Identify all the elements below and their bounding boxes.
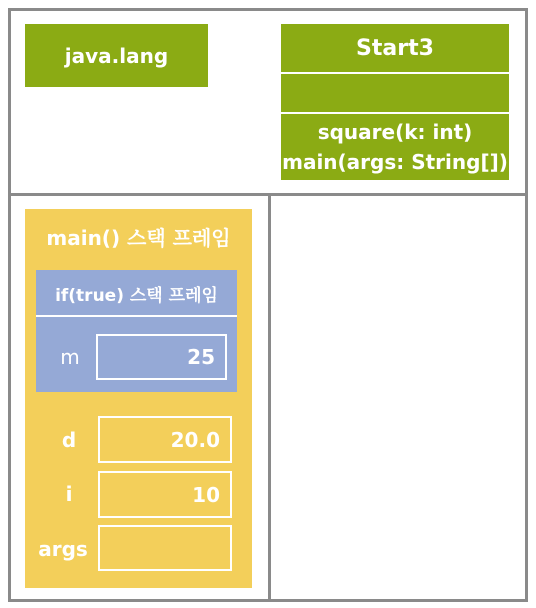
if-frame-divider: [36, 315, 237, 317]
var-m-name: m: [60, 345, 80, 369]
if-frame-title: [36, 272, 237, 314]
var-d-label: [38, 418, 100, 462]
class-name: Start3: [356, 35, 434, 61]
method-square: square(k: int): [317, 120, 473, 144]
var-i-name: i: [65, 482, 73, 506]
heap-area-panel: [268, 193, 528, 602]
var-m-label: [48, 336, 92, 378]
main-frame-title: [25, 214, 252, 258]
method-main: main(args: String[]): [282, 150, 508, 174]
var-args-value-box: [98, 525, 232, 571]
var-m-value: 25: [187, 345, 215, 369]
package-label: java.lang: [64, 43, 169, 68]
package-java-lang-box: [25, 24, 208, 87]
if-frame-title-text: if(true) 스택 프레임: [55, 285, 218, 306]
var-i-value-box: [98, 471, 232, 518]
class-fields-cell: [281, 74, 509, 112]
var-i-value: 10: [192, 482, 220, 507]
class-methods-cell: [281, 114, 509, 180]
var-args-name: args: [38, 537, 88, 561]
class-name-cell: [281, 24, 509, 72]
var-d-value: 20.0: [170, 427, 220, 452]
var-d-name: d: [61, 428, 77, 452]
var-args-label: [32, 527, 94, 571]
var-m-value-box: [96, 334, 227, 380]
main-frame-title-text: main() 스택 프레임: [46, 225, 231, 250]
var-d-value-box: [98, 416, 232, 463]
var-i-label: [38, 472, 100, 516]
